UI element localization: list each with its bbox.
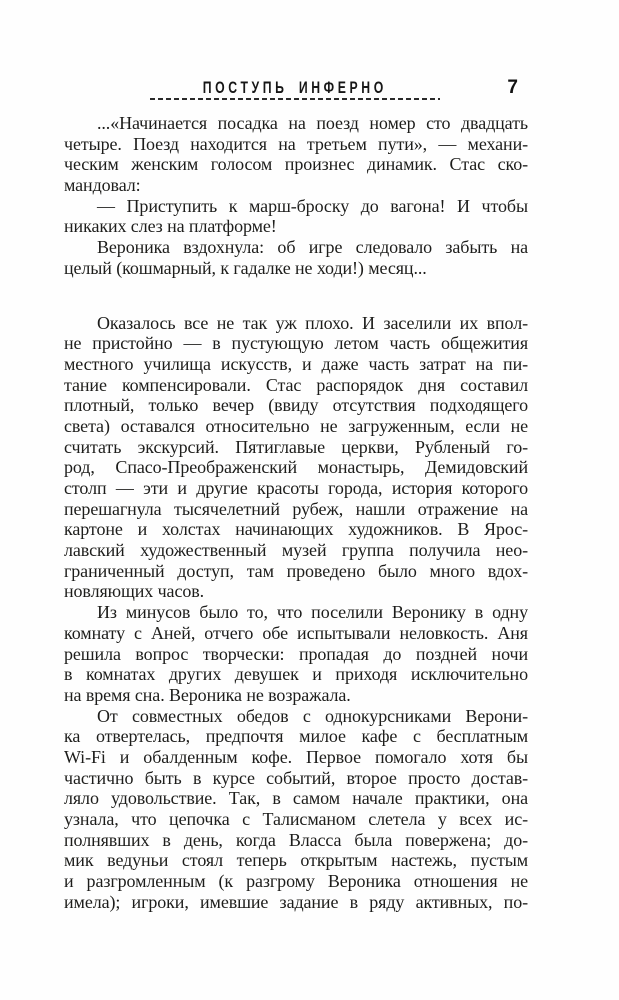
text-line: имела); игроки, имевшие задание в ряду активных, по- xyxy=(64,891,528,912)
text-line: столп — эти и другие красоты города, история которого xyxy=(64,478,528,498)
section-1 xyxy=(64,113,528,279)
text-line: — Приступить к марш-броску до вагона! И чтобы xyxy=(97,195,528,216)
text-line: Из минусов было то, что поселили Веронику в одну xyxy=(97,602,528,623)
text-line: полнявших в день, когда Власса была повержена; до- xyxy=(64,829,528,850)
text-line: целый (кошмарный, к гадалке не ходи!) месяц... xyxy=(64,257,427,278)
page-number: 7 xyxy=(507,77,518,98)
text-line: картоне и холстах начинающих художников. В Ярос- xyxy=(64,519,528,540)
running-title: ПОСТУПЬ ИНФЕРНО xyxy=(202,78,388,97)
text-line: местного училища искусств, и даже часть затрат на пи- xyxy=(64,353,528,374)
section-2 xyxy=(64,313,528,913)
text-line: Wi-Fi и обалденным кофе. Первое помогало хотя бы xyxy=(64,746,528,767)
paragraph xyxy=(64,237,528,278)
text-line: перешагнула тысячелетний рубеж, нашли отражение на xyxy=(64,498,528,519)
text-line: ка отвертелась, предпочтя милое кафе с бесплатным xyxy=(64,726,528,747)
text-line: Оказалось все не так уж плохо. И заселили их впол- xyxy=(97,312,528,333)
text-line: лавский художественный музей группа получила нео- xyxy=(64,540,528,561)
paragraph xyxy=(64,602,528,705)
dashed-rule xyxy=(150,98,440,100)
text-line: род, Спасо-Преображенский монастырь, Демидовский xyxy=(64,457,528,478)
text-line: на время сна. Вероника не возражала. xyxy=(64,684,351,705)
text-line: в комнатах других девушек и приходя исключительно xyxy=(64,664,528,685)
text-line: граниченный доступ, там проведено было много вдох- xyxy=(64,560,528,581)
text-line: частично быть в курсе событий, второе просто достав- xyxy=(64,767,528,788)
text-line: Вероника вздохнула: об игре следовало забыть на xyxy=(97,237,528,258)
text-line: ческим женским голосом произнес динамик. Стас ско- xyxy=(64,154,528,175)
running-title-wrap xyxy=(150,79,440,103)
text-line: ляло удовольствие. Так, в самом начале практики, она xyxy=(64,788,528,809)
text-line: решила вопрос творчески: пропадая до поздней ночи xyxy=(64,643,528,664)
text-line: узнала, что цепочка с Талисманом слетела у всех ис- xyxy=(64,809,528,829)
text-line: комнату с Аней, отчего обе испытывали неловкость. Аня xyxy=(64,622,528,643)
text-line: четыре. Поезд находится на третьем пути», — механи- xyxy=(64,133,528,154)
paragraph xyxy=(64,196,528,237)
text-line: света) оставался относительно не загруженным, если не xyxy=(64,415,528,436)
text-block xyxy=(64,113,528,912)
paragraph xyxy=(64,706,528,913)
paragraph xyxy=(64,313,528,603)
text-line: и разгромленным (к разгрому Вероника отношения не xyxy=(64,871,528,892)
text-line: плотный, только вечер (ввиду отсутствия подходящего xyxy=(64,395,528,416)
text-line: мандовал: xyxy=(64,175,141,196)
text-line: никаких слез на платформе! xyxy=(64,216,277,237)
text-line: От совместных обедов с однокурсниками Верони- xyxy=(97,705,528,726)
text-line: не пристойно — в пустующую летом часть общежития xyxy=(64,333,528,354)
text-line: тание компенсировали. Стас распорядок дня составил xyxy=(64,374,528,395)
text-line: считать экскурсий. Пятиглавые церкви, Рубленый го- xyxy=(64,436,528,457)
text-line: ...«Начинается посадка на поезд номер сто двадцать xyxy=(97,113,528,133)
paragraph xyxy=(64,113,528,196)
text-line: новляющих часов. xyxy=(64,581,205,602)
text-line: мик ведуньи стоял теперь открытым настежь, пустым xyxy=(64,850,528,871)
page-header xyxy=(0,0,619,106)
